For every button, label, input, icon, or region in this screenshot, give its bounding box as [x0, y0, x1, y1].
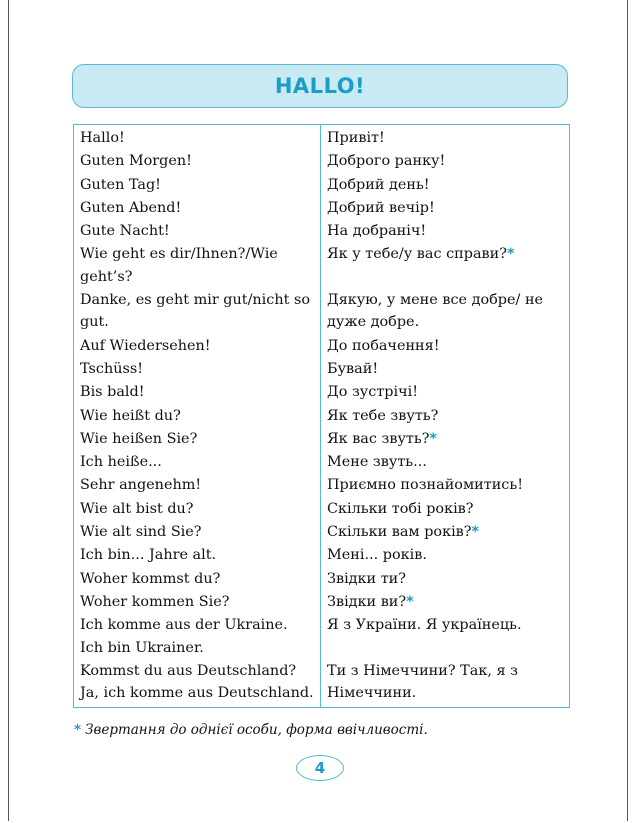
polite-form-asterisk: *: [506, 246, 515, 263]
german-phrase: Woher kommen Sie?: [74, 590, 321, 613]
translation-text: До зустрічі!: [327, 384, 418, 401]
translation-text: Як у тебе/у вас справи?: [327, 246, 507, 263]
german-phrase: Kommst du aus Deutschland? Ja, ich komme aus Deutschland.: [74, 659, 321, 708]
german-phrase: Bis bald!: [74, 380, 321, 403]
german-phrase: Woher kommst du?: [74, 567, 321, 590]
table-row: [74, 196, 570, 219]
translation-text: Привіт!: [327, 130, 385, 146]
footnote: [74, 722, 428, 738]
ukrainian-translation: [321, 196, 570, 219]
ukrainian-translation: [321, 125, 570, 150]
table-row: [74, 242, 570, 288]
title-banner: [72, 64, 568, 108]
ukrainian-translation: [321, 427, 570, 450]
table-row: [74, 590, 570, 613]
table-row: [74, 613, 570, 659]
translation-text: Приємно познайомитись!: [327, 477, 523, 494]
page-number: 4: [296, 755, 344, 781]
german-phrase: Guten Morgen!: [74, 149, 321, 172]
table-row: [74, 125, 570, 150]
german-phrase: Gute Nacht!: [74, 219, 321, 242]
phrase-table-body: [74, 125, 570, 708]
translation-text: Ти з Німеччини? Так, я з Німеччини.: [327, 662, 518, 702]
ukrainian-translation: [321, 659, 570, 708]
translation-text: Мене звуть...: [327, 454, 427, 471]
ukrainian-translation: [321, 404, 570, 427]
translation-text: Бувай!: [327, 360, 379, 377]
translation-text: На добраніч!: [327, 223, 427, 240]
table-row: [74, 497, 570, 520]
translation-text: Як вас звуть?: [327, 430, 430, 447]
ukrainian-translation: [321, 450, 570, 473]
ukrainian-translation: [321, 497, 570, 520]
german-phrase: Wie alt sind Sie?: [74, 520, 321, 543]
ukrainian-translation: [321, 567, 570, 590]
table-row: [74, 357, 570, 380]
table-row: [74, 173, 570, 196]
translation-text: Як тебе звуть?: [327, 407, 439, 424]
german-phrase: Wie geht es dir/Ihnen?/Wie geht’s?: [74, 242, 321, 288]
ukrainian-translation: [321, 173, 570, 196]
table-row: [74, 659, 570, 708]
german-phrase: Auf Wiedersehen!: [74, 334, 321, 357]
translation-text: Мені... років.: [327, 547, 427, 564]
translation-text: Доброго ранку!: [327, 153, 446, 170]
translation-text: Скільки вам років?: [327, 524, 472, 541]
german-phrase: Hallo!: [74, 125, 321, 150]
german-phrase: Ich bin... Jahre alt.: [74, 543, 321, 566]
table-row: [74, 404, 570, 427]
translation-text: Скільки тобі років?: [327, 500, 474, 517]
table-row: [74, 219, 570, 242]
translation-text: Звідки ти?: [327, 570, 406, 587]
table-row: [74, 567, 570, 590]
ukrainian-translation: [321, 613, 570, 659]
translation-text: Звідки ви?: [327, 593, 407, 610]
ukrainian-translation: [321, 149, 570, 172]
ukrainian-translation: [321, 219, 570, 242]
ukrainian-translation: [321, 288, 570, 334]
german-phrase: Wie heißen Sie?: [74, 427, 321, 450]
german-phrase: Wie alt bist du?: [74, 497, 321, 520]
translation-text: До побачення!: [327, 337, 440, 354]
table-row: [74, 288, 570, 334]
ukrainian-translation: [321, 473, 570, 496]
page-title: HALLO!: [274, 74, 366, 98]
translation-text: Дякую, у мене все добре/ не дуже добре.: [327, 292, 544, 331]
german-phrase: Danke, es geht mir gut/nicht so gut.: [74, 288, 321, 334]
table-row: [74, 450, 570, 473]
ukrainian-translation: [321, 590, 570, 613]
phrase-table: [73, 124, 570, 708]
table-row: [74, 473, 570, 496]
polite-form-asterisk: *: [429, 430, 437, 447]
ukrainian-translation: [321, 357, 570, 380]
translation-text: Я з України. Я українець.: [327, 617, 522, 634]
translation-text: Добрий вечір!: [327, 199, 435, 216]
table-row: [74, 149, 570, 172]
german-phrase: Wie heißt du?: [74, 404, 321, 427]
table-row: [74, 427, 570, 450]
german-phrase: Sehr angenehm!: [74, 473, 321, 496]
translation-text: Добрий день!: [327, 176, 430, 193]
ukrainian-translation: [321, 334, 570, 357]
ukrainian-translation: [321, 242, 570, 288]
german-phrase: Ich heiße...: [74, 450, 321, 473]
ukrainian-translation: [321, 380, 570, 403]
table-row: [74, 543, 570, 566]
table-row: [74, 520, 570, 543]
table-row: [74, 380, 570, 403]
german-phrase: Tschüss!: [74, 357, 321, 380]
polite-form-asterisk: *: [406, 593, 414, 610]
table-row: [74, 334, 570, 357]
polite-form-asterisk: *: [471, 524, 480, 541]
german-phrase: Ich komme aus der Ukraine. Ich bin Ukrainer.: [74, 613, 321, 659]
ukrainian-translation: [321, 543, 570, 566]
footnote-text: Звертання до однієї особи, форма ввічливості.: [85, 722, 428, 738]
footnote-asterisk: *: [74, 722, 82, 738]
german-phrase: Guten Abend!: [74, 196, 321, 219]
german-phrase: Guten Tag!: [74, 173, 321, 196]
ukrainian-translation: [321, 520, 570, 543]
